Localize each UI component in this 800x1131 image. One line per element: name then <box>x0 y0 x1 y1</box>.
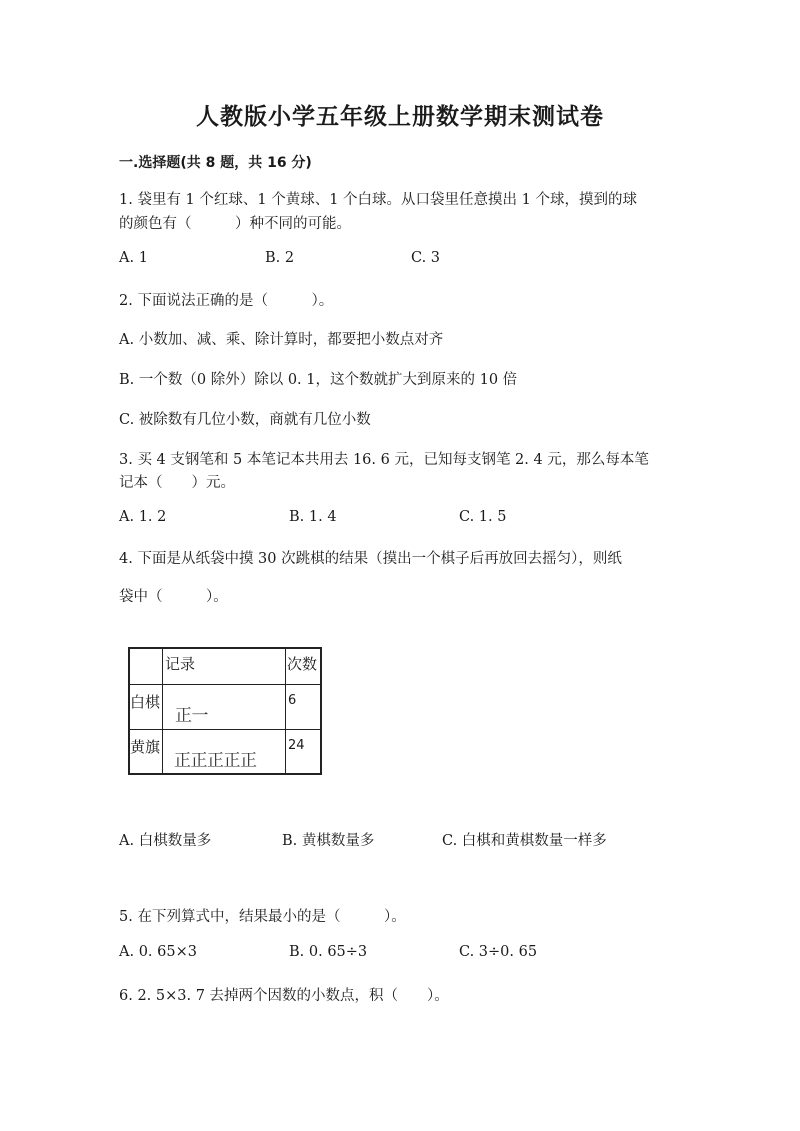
question-5-option-c: C. 3÷0. 65 <box>459 944 538 960</box>
section-heading: 一.选择题(共 8 题，共 16 分) <box>119 155 312 171</box>
question-1-option-c: C. 3 <box>411 250 441 266</box>
question-4-text-line-2: 袋中（ ）。 <box>119 589 228 605</box>
table-row-label-yellow: 黄旗 <box>130 738 161 756</box>
page-title: 人教版小学五年级上册数学期末测试卷 <box>196 103 604 130</box>
table-count-yellow: 24 <box>288 738 305 753</box>
table-border <box>128 647 321 649</box>
question-3-text-line-2: 记本（ ）元。 <box>119 475 235 491</box>
question-1-text-line-2: 的颜色有（ ）种不同的可能。 <box>119 216 351 232</box>
question-2-option-b: B. 一个数（0 除外）除以 0. 1，这个数就扩大到原来的 10 倍 <box>119 372 518 388</box>
question-3-text-line-1: 3. 买 4 支钢笔和 5 本笔记本共用去 16. 6 元，已知每支钢笔 2. 4 元，那么每本笔 <box>119 452 649 468</box>
question-3-option-a: A. 1. 2 <box>119 509 167 525</box>
question-2-option-a: A. 小数加、减、乘、除计算时，都要把小数点对齐 <box>119 332 444 348</box>
question-3-option-b: B. 1. 4 <box>289 509 337 525</box>
question-4-option-b: B. 黄棋数量多 <box>282 833 375 849</box>
question-2-option-c: C. 被除数有几位小数，商就有几位小数 <box>119 412 371 428</box>
table-tally-yellow: 正正正正正 <box>174 751 257 771</box>
question-5-option-a: A. 0. 65×3 <box>119 944 197 960</box>
question-4-option-c: C. 白棋和黄棋数量一样多 <box>442 833 607 849</box>
table-header-count: 次数 <box>287 655 318 673</box>
table-header-record: 记录 <box>165 655 196 673</box>
question-1-option-a: A. 1 <box>119 250 148 266</box>
question-3-option-c: C. 1. 5 <box>459 509 507 525</box>
question-6-text: 6. 2. 5×3. 7 去掉两个因数的小数点，积（ ）。 <box>119 988 449 1004</box>
question-2-text: 2. 下面说法正确的是（ ）。 <box>119 293 334 309</box>
question-4-option-a: A. 白棋数量多 <box>119 833 212 849</box>
table-row-label-white: 白棋 <box>130 693 161 711</box>
question-1-option-b: B. 2 <box>265 250 295 266</box>
table-count-white: 6 <box>288 693 297 708</box>
tally-table <box>128 647 321 775</box>
question-4-text-line-1: 4. 下面是从纸袋中摸 30 次跳棋的结果（摸出一个棋子后再放回去摇匀），则纸 <box>119 551 622 567</box>
question-1-text-line-1: 1. 袋里有 1 个红球、1 个黄球、1 个白球。从口袋里任意摸出 1 个球，摸到的球 <box>119 192 637 208</box>
table-divider <box>162 647 163 775</box>
table-divider <box>128 729 321 730</box>
table-border <box>128 773 321 775</box>
question-5-text: 5. 在下列算式中，结果最小的是（ ）。 <box>119 909 406 925</box>
table-divider <box>285 647 286 775</box>
question-5-option-b: B. 0. 65÷3 <box>289 944 368 960</box>
table-border <box>320 647 322 775</box>
table-divider <box>128 684 321 685</box>
table-tally-white: 正一 <box>175 706 208 726</box>
